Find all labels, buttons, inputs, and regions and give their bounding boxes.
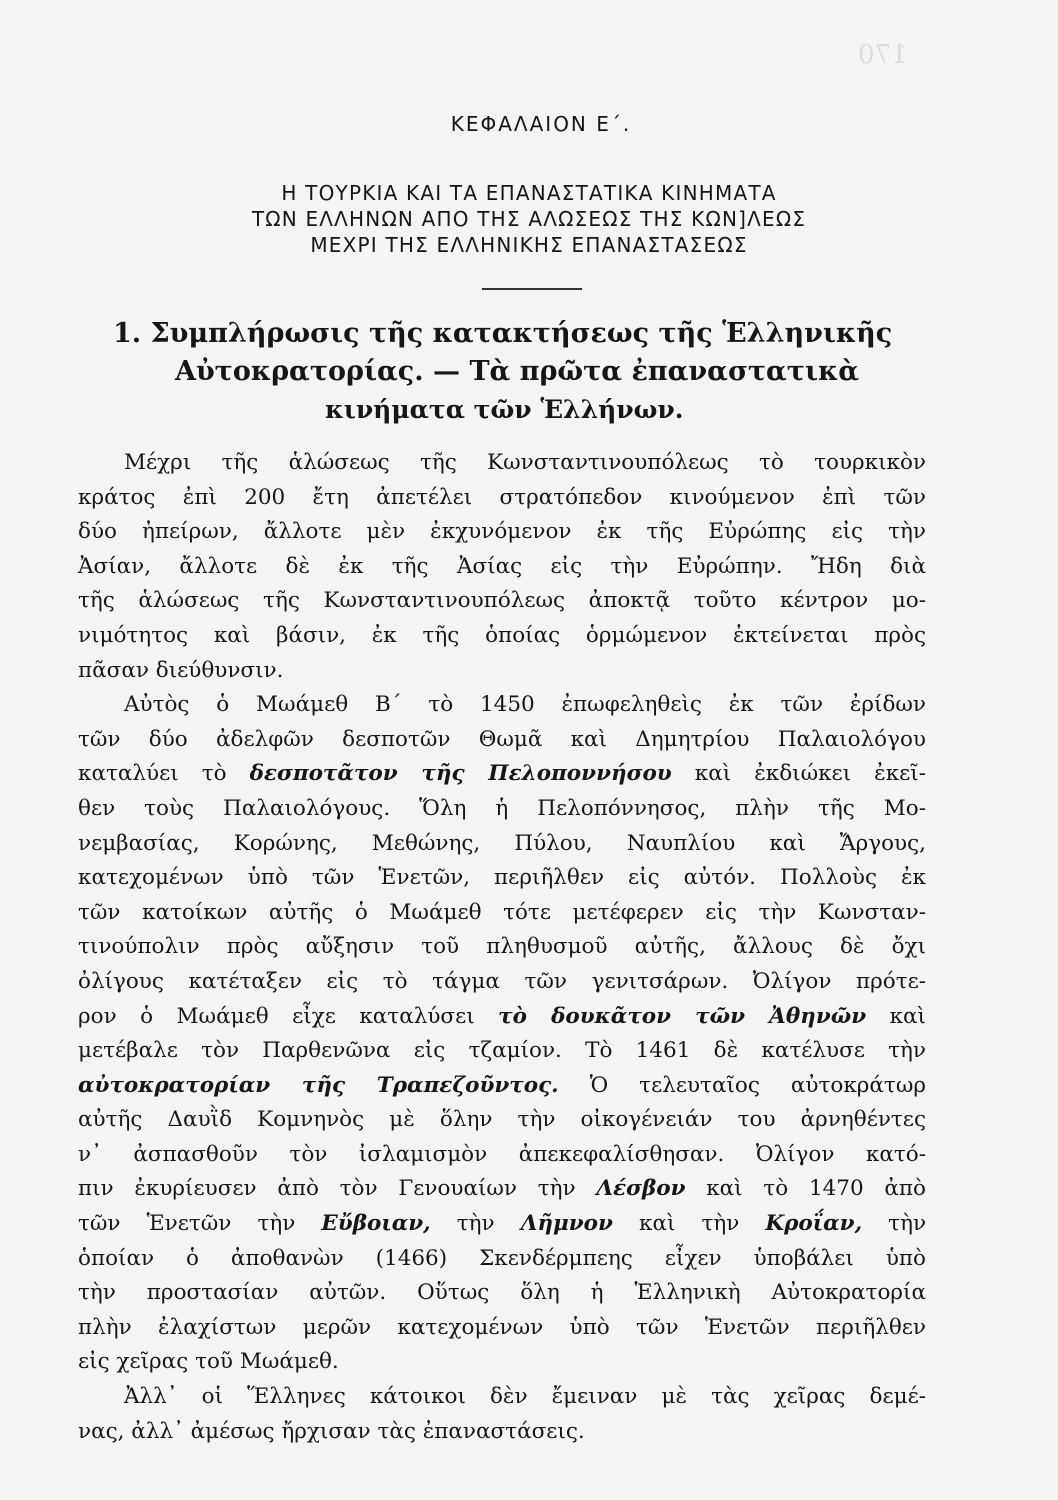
body-line <box>78 896 926 931</box>
body-text-run: θεν τοὺς Παλαιολόγους. Ὅλη ἡ Πελοπόννησος, πλὴν τῆς Μο- <box>78 795 926 821</box>
body-text-run: Αὐτὸς ὁ Μωάμεθ Β΄ τὸ 1450 ἐπωφεληθεὶς ἐκ τῶν ἐρίδων <box>124 692 926 718</box>
body-text-run: κατεχομένων ὑπὸ τῶν Ἑνετῶν, περιῆλθεν εἰς αὐτόν. Πολλοὺς ἐκ <box>78 865 926 891</box>
body-line <box>78 861 926 896</box>
body-text-run: νεμβασίας, Κορώνης, Μεθώνης, Πύλου, Ναυπλίου καὶ Ἄργους, <box>78 830 926 856</box>
body-text-run: αὐτῆς Δαυῒδ Κομνηνὸς μὲ ὅλην τὴν οἰκογένειάν του ἀρνηθέντες <box>78 1107 926 1133</box>
emphasized-term: αὐτοκρατορίαν τῆς Τραπεζοῦντος. <box>78 1072 559 1098</box>
chapter-title <box>0 180 1058 258</box>
body-line <box>78 654 926 689</box>
body-text-run: καὶ τὸ 1470 ἀπὸ <box>685 1176 926 1202</box>
body-line <box>78 619 926 654</box>
body-text-run: καταλύει τὸ <box>78 761 250 787</box>
body-text-run: ὁποίαν ὁ ἀποθανὼν (1466) Σκενδέρμπεης εἶχεν ὑποβάλει ὑπὸ <box>78 1245 926 1271</box>
chapter-label: ΚΕΦΑΛΑΙΟΝ Ε΄. <box>450 112 632 136</box>
body-line <box>78 1415 926 1450</box>
chapter-title-line: Η ΤΟΥΡΚΙΑ ΚΑΙ ΤΑ ΕΠΑΝΑΣΤΑΤΙΚΑ ΚΙΝΗΜΑΤΑ <box>281 181 777 205</box>
emphasized-term: τὸ δουκᾶτον τῶν Ἀθηνῶν <box>498 1003 867 1029</box>
body-line <box>78 1380 926 1415</box>
body-text-run: Ὁ τελευταῖος αὐτοκράτωρ <box>558 1072 926 1098</box>
body-line <box>78 930 926 965</box>
body-line <box>78 965 926 1000</box>
body-text-run: Ἀσίαν, ἄλλοτε δὲ ἐκ τῆς Ἀσίας εἰς τὴν Εὐρώπην. Ἤδη διὰ <box>78 553 926 579</box>
body-text-run: ὀλίγους κατέταξεν εἰς τὸ τάγμα τῶν γενιτσάρων. Ὀλίγον πρότε- <box>78 968 926 994</box>
body-text-run: καὶ τὴν <box>612 1211 766 1237</box>
body-text-run: τῆς ἁλώσεως τῆς Κωνσταντινουπόλεως ἀποκτᾷ τοῦτο κέντρον μο- <box>78 588 926 614</box>
body-text-run: πλὴν ἐλαχίστων μερῶν κατεχομένων ὑπὸ τῶν Ἑνετῶν περιῆλθεν <box>78 1314 926 1340</box>
body-line <box>78 1276 926 1311</box>
body-line <box>78 1172 926 1207</box>
body-line <box>78 827 926 862</box>
emphasized-term: Εὔβοιαν, <box>321 1211 431 1237</box>
body-text-run: τῶν Ἑνετῶν τὴν <box>78 1211 322 1237</box>
page-number: 170 <box>858 40 908 70</box>
emphasized-term: Λέσβον <box>596 1176 686 1202</box>
emphasized-term: δεσποτᾶτον τῆς Πελοποννήσου <box>249 761 672 787</box>
body-line <box>78 1034 926 1069</box>
body-text-run: ρον ὁ Μωάμεθ εἶχε καταλύσει <box>78 1003 499 1029</box>
chapter-title-line: ΜΕΧΡΙ ΤΗΣ ΕΛΛΗΝΙΚΗΣ ΕΠΑΝΑΣΤΑΣΕΩΣ <box>310 233 748 257</box>
body-line <box>78 1345 926 1380</box>
emphasized-term: Λῆμνον <box>520 1211 613 1237</box>
body-text-run: κράτος ἐπὶ 200 ἔτη ἀπετέλει στρατόπεδον κινούμενον ἐπὶ τῶν <box>78 484 926 510</box>
chapter-title-line: ΤΩΝ ΕΛΛΗΝΩΝ ΑΠΟ ΤΗΣ ΑΛΩΣΕΩΣ ΤΗΣ ΚΩΝ]ΛΕΩΣ <box>251 207 807 231</box>
body-text-run: καὶ <box>866 1003 926 1029</box>
section-heading-line: Αὐτοκρατορίας. — Τὰ πρῶτα ἐπαναστατικὰ <box>175 356 860 387</box>
body-line <box>78 1311 926 1346</box>
body-line <box>78 515 926 550</box>
body-text-run: τὴν <box>430 1211 521 1237</box>
body-text-run: νας, ἀλλ᾽ ἀμέσως ἤρχισαν τὰς ἐπαναστάσεις. <box>78 1418 585 1444</box>
body-line <box>78 688 926 723</box>
body-line <box>78 1138 926 1173</box>
body-text-run: πιν ἐκυρίευσεν ἀπὸ τὸν Γενουαίων τὴν <box>78 1176 597 1202</box>
body-line <box>78 446 926 481</box>
body-text-run: Μέχρι τῆς ἁλώσεως τῆς Κωνσταντινουπόλεως τὸ τουρκικὸν <box>124 450 926 475</box>
body-line <box>78 481 926 516</box>
body-text-run: νιμότητος καὶ βάσιν, ἐκ τῆς ὁποίας ὁρμώμενον ἐκτείνεται πρὸς <box>78 622 926 648</box>
body-line <box>78 757 926 792</box>
body-line <box>78 1242 926 1277</box>
body-text-run: εἰς χεῖρας τοῦ Μωάμεθ. <box>78 1349 339 1375</box>
body-text-run: τῶν δύο ἀδελφῶν δεσποτῶν Θωμᾶ καὶ Δημητρίου Παλαιολόγου <box>78 726 926 752</box>
body-line <box>78 1069 926 1104</box>
body-line <box>78 723 926 758</box>
body-text-run: τὴν προστασίαν αὐτῶν. Οὕτως ὅλη ἡ Ἑλληνικὴ Αὐτοκρατορία <box>78 1280 926 1306</box>
body-line <box>78 584 926 619</box>
body-line <box>78 550 926 585</box>
section-heading <box>85 315 925 429</box>
body-text-run: ν᾽ ἀσπασθοῦν τὸν ἰσλαμισμὸν ἀπεκεφαλίσθησαν. Ὀλίγον κατό- <box>78 1141 926 1167</box>
body-text-run: πᾶσαν διεύθυνσιν. <box>78 657 284 683</box>
body-text-run: καὶ ἐκδιώκει ἐκεῖ- <box>671 761 926 787</box>
body-text-run: τινούπολιν πρὸς αὔξησιν τοῦ πληθυσμοῦ αὐτῆς, ἄλλους δὲ ὄχι <box>78 934 926 960</box>
body-line <box>78 1000 926 1035</box>
section-heading-line: κινήματα τῶν Ἑλλήνων. <box>325 395 684 424</box>
body-text-run: Ἀλλ᾽ οἱ Ἕλληνες κάτοικοι δὲν ἔμειναν μὲ τὰς χεῖρας δεμέ- <box>124 1384 926 1410</box>
section-heading-line: 1. Συμπλήρωσις τῆς κατακτήσεως τῆς Ἑλληνικῆς <box>113 318 893 349</box>
title-divider <box>482 288 582 290</box>
body-line <box>78 1207 926 1242</box>
body-text <box>78 446 926 1449</box>
body-text-run: δύο ἠπείρων, ἄλλοτε μὲν ἐκχυνόμενον ἐκ τῆς Εὐρώπης εἰς τὴν <box>78 519 926 545</box>
body-line <box>78 1103 926 1138</box>
body-text-run: τῶν κατοίκων αὐτῆς ὁ Μωάμεθ τότε μετέφερεν εἰς τὴν Κωνσταν- <box>78 899 926 925</box>
body-text-run: μετέβαλε τὸν Παρθενῶνα εἰς τζαμίον. Τὸ 1461 δὲ κατέλυσε τὴν <box>78 1038 926 1064</box>
body-text-run: τὴν <box>862 1211 927 1237</box>
emphasized-term: Κροΐαν, <box>765 1211 863 1237</box>
body-line <box>78 792 926 827</box>
